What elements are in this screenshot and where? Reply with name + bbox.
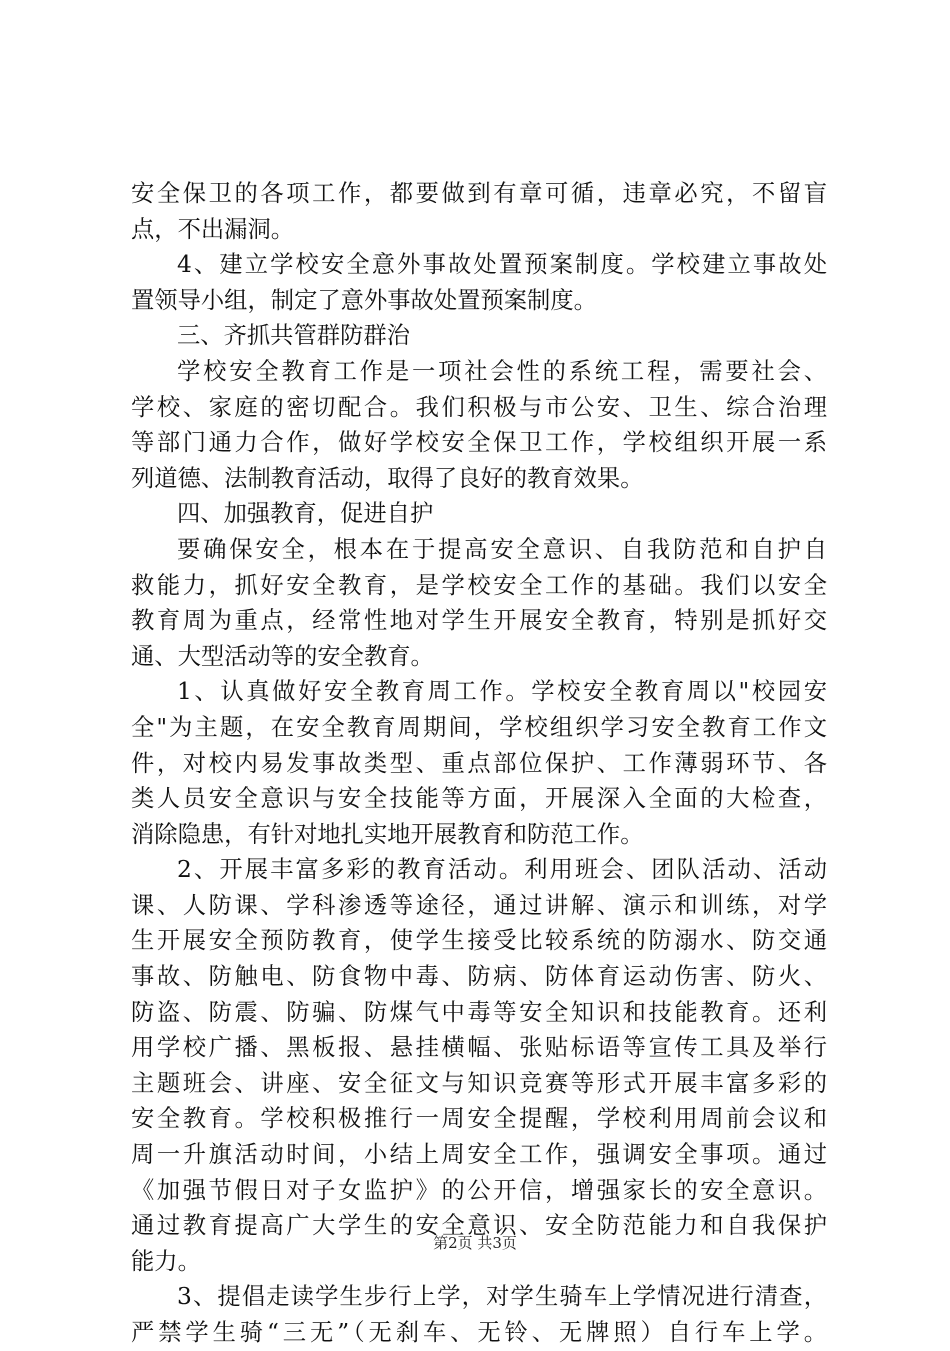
text-line: 严禁学生骑“三无”（无刹车、无铃、无牌照）自行车上学。 xyxy=(131,1319,827,1346)
text-line: 事故、防触电、防食物中毒、防病、防体育运动伤害、防火、 xyxy=(131,963,827,991)
text-line: 点，不出漏洞。 xyxy=(131,215,295,243)
text-line: 置领导小组，制定了意外事故处置预案制度。 xyxy=(131,286,597,314)
text-line: 全"为主题，在安全教育周期间，学校组织学习安全教育工作文 xyxy=(131,713,827,741)
text-line: 消除隐患，有针对地扎实地开展教育和防范工作。 xyxy=(131,820,644,848)
text-line: 2、开展丰富多彩的教育活动。利用班会、团队活动、活动 xyxy=(177,856,827,884)
text-line: 学校、家庭的密切配合。我们积极与市公安、卫生、综合治理 xyxy=(131,393,827,421)
text-line: 学校安全教育工作是一项社会性的系统工程，需要社会、 xyxy=(177,357,827,385)
text-line: 救能力，抓好安全教育，是学校安全工作的基础。我们以安全 xyxy=(131,571,827,599)
text-line: 4、建立学校安全意外事故处置预案制度。学校建立事故处 xyxy=(177,251,827,279)
text-line: 生开展安全预防教育，使学生接受比较系统的防溺水、防交通 xyxy=(131,927,827,955)
page-footer: 第2页 共3页 xyxy=(433,1234,517,1252)
section-heading: 四、加强教育，促进自护 xyxy=(177,500,434,528)
text-line: 3、提倡走读学生步行上学，对学生骑车上学情况进行清查， xyxy=(177,1283,827,1311)
text-line: 周一升旗活动时间，小结上周安全工作，强调安全事项。通过 xyxy=(131,1141,827,1169)
text-line: 防盗、防震、防骗、防煤气中毒等安全知识和技能教育。还利 xyxy=(131,998,827,1026)
text-line: 主题班会、讲座、安全征文与知识竞赛等形式开展丰富多彩的 xyxy=(131,1069,827,1097)
text-line: 类人员安全意识与安全技能等方面，开展深入全面的大检查， xyxy=(131,785,827,813)
text-line: 安全教育。学校积极推行一周安全提醒，学校利用周前会议和 xyxy=(131,1105,827,1133)
text-line: 1、认真做好安全教育周工作。学校安全教育周以"校园安 xyxy=(177,678,827,706)
text-line: 课、人防课、学科渗透等途径，通过讲解、演示和训练，对学 xyxy=(131,891,827,919)
text-line: 要确保安全，根本在于提高安全意识、自我防范和自护自 xyxy=(177,535,827,563)
text-line: 教育周为重点，经常性地对学生开展安全教育，特别是抓好交 xyxy=(131,607,827,635)
text-line: 安全保卫的各项工作，都要做到有章可循，违章必究，不留盲 xyxy=(131,180,827,207)
document-body xyxy=(131,176,827,1351)
text-line: 《加强节假日对子女监护》的公开信，增强家长的安全意识。 xyxy=(131,1176,827,1204)
text-line: 通、大型活动等的安全教育。 xyxy=(131,642,434,670)
text-line: 通过教育提高广大学生的安全意识、安全防范能力和自我保护 xyxy=(131,1212,827,1240)
text-line: 用学校广播、黑板报、悬挂横幅、张贴标语等宣传工具及举行 xyxy=(131,1034,827,1062)
text-line: 件，对校内易发事故类型、重点部位保护、工作薄弱环节、各 xyxy=(131,749,827,777)
text-line: 等部门通力合作，做好学校安全保卫工作，学校组织开展一系 xyxy=(131,429,827,457)
text-line: 列道德、法制教育活动，取得了良好的教育效果。 xyxy=(131,464,644,492)
section-heading: 三、齐抓共管群防群治 xyxy=(177,322,410,350)
text-line: 能力。 xyxy=(131,1247,201,1275)
